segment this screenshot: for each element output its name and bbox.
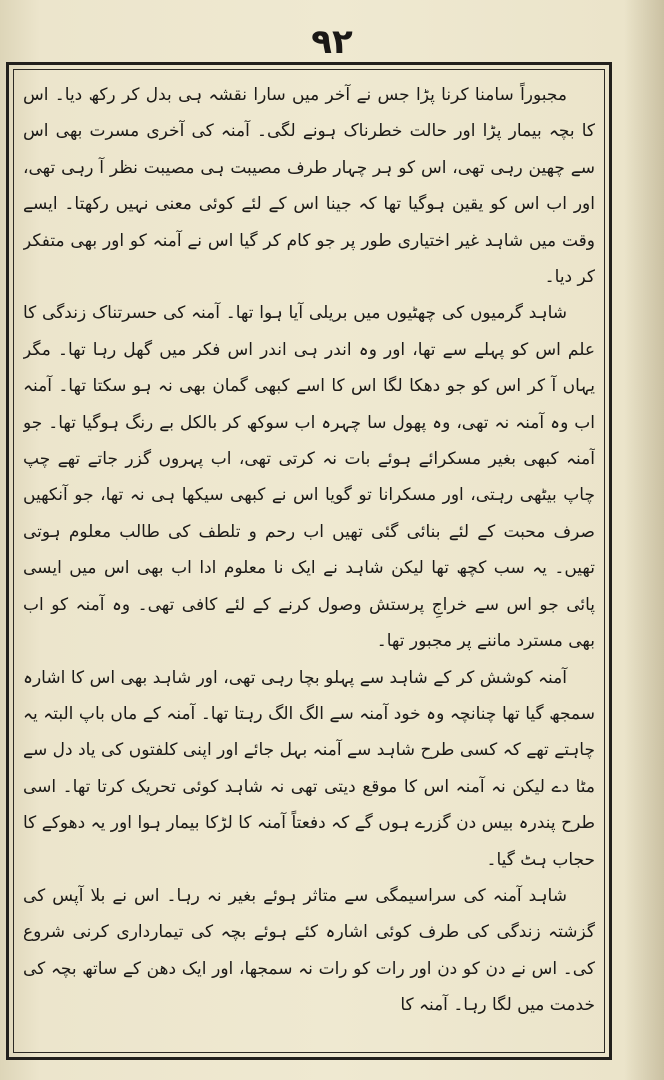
- body-text: [23, 77, 595, 1047]
- paragraph-2: شاہد گرمیوں کی چھٹیوں میں بریلی آیا ہوا تھا۔ آمنہ کی حسرتناک زندگی کا علم اس کو پہلے سے تھا، اور وہ اندر ہی اندر اس فکر میں گھل رہا تھا۔ مگر یہاں آ کر اس کو جو دھکا لگا اس کا اسے کبھی گمان بھی نہ ہو سکتا تھا۔ آمنہ اب وہ آمنہ نہ تھی، وہ پھول سا چہرہ اب سوکھ کر بالکل بے رنگ ہوگیا تھا۔ جو آمنہ کبھی بغیر مسکرائے ہوئے بات نہ کرتی تھی، اب پہروں گزر جاتے تھے چپ چاپ بیٹھی رہتی، اور مسکرانا تو گویا اس نے کبھی سیکھا ہی نہ تھا، جو آنکھیں صرف محبت کے لئے بنائی گئی تھیں اب رحم و تلطف کی طالب معلوم ہوتی تھیں۔ یہ سب کچھ تھا لیکن شاہد نے ایک نا معلوم ادا اب بھی اس میں ایسی پائی جو اس سے خراجِ پرستش وصول کرنے کے لئے کافی تھی۔ وہ آمنہ کو اب بھی مسترد ماننے پر مجبور تھا۔: [23, 303, 595, 652]
- page-number: ۹۲: [311, 22, 353, 62]
- paragraph-4: شاہد آمنہ کی سراسیمگی سے متاثر ہوئے بغیر نہ رہا۔ اس نے بلا آپس کی گزشتہ زندگی کی طرف کوئی اشارہ کئے ہوئے بچہ کی تیمارداری کرنی شروع کی۔ اس نے دن کو دن اور رات کو رات نہ سمجھا، اور ایک دھن کے ساتھ بچہ کی خدمت میں لگا رہا۔ آمنہ کا: [23, 885, 595, 1016]
- page-shadow: [624, 0, 664, 1080]
- paragraph-1: مجبوراً سامنا کرنا پڑا جس نے آخر میں سارا نقشہ ہی بدل کر رکھ دیا۔ اس کا بچہ بیمار پڑا اور حالت خطرناک ہونے لگی۔ آمنہ کی آخری مسرت بھی اس سے چھین رہی تھی، اس کو ہر چہار طرف مصیبت ہی مصیبت نظر آ رہی تھی، اور اب اس کو یقین ہوگیا تھا کہ جینا اس کے لئے کوئی معنی نہیں رکھتا۔ ایسے وقت میں شاہد غیر اختیاری طور پر جو کام کر گیا اس نے آمنہ کو اور بھی متفکر کر دیا۔: [23, 85, 595, 288]
- text-frame: [6, 62, 612, 1060]
- paragraph-3: آمنہ کوشش کر کے شاہد سے پہلو بچا رہی تھی، اور شاہد بھی اس کا اشارہ سمجھ گیا تھا چنانچہ وہ خود آمنہ سے الگ الگ رہتا تھا۔ آمنہ کے ماں باپ البتہ یہ چاہتے تھے کہ کسی طرح شاہد سے آمنہ بہل جائے اور اپنی کلفتوں کی یاد دل سے مٹا دے لیکن نہ آمنہ اس کا موقع دیتی تھی نہ شاہد کوئی تحریک کرتا تھا۔ اسی طرح پندرہ بیس دن گزرے ہوں گے کہ دفعتاً آمنہ کا لڑکا بیمار ہوا اور یہ دھوکے کا حجاب ہٹ گیا۔: [23, 667, 595, 870]
